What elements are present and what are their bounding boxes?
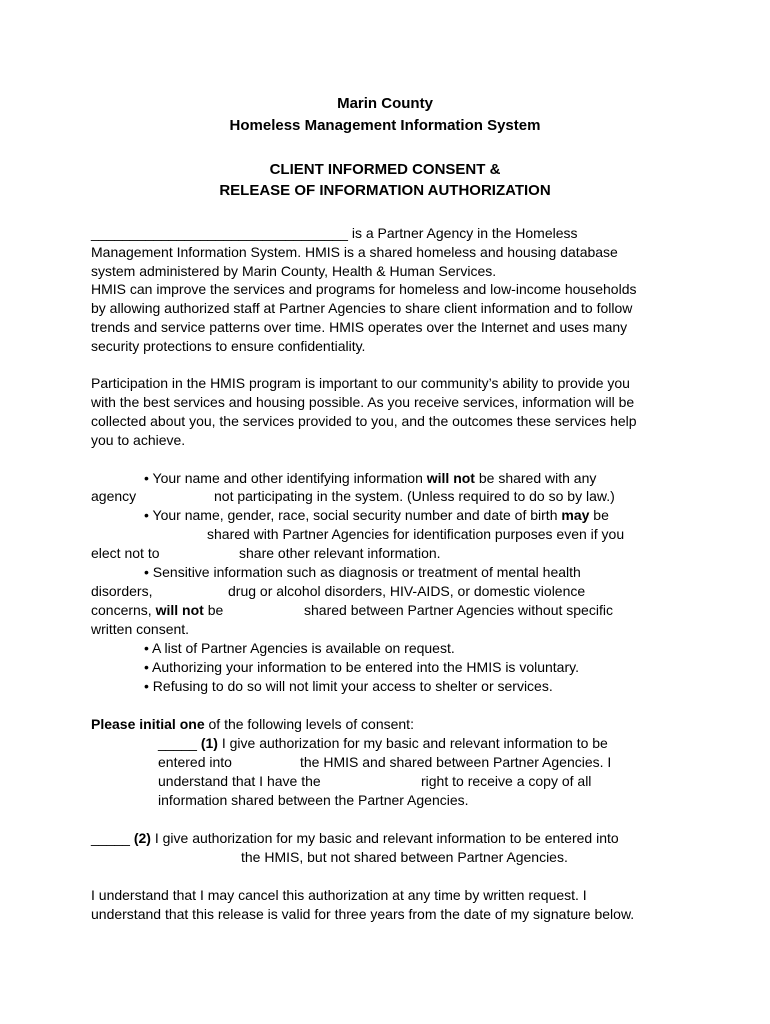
participation-line: Participation in the HMIS program is important to our community’s ability to provide you: [91, 375, 630, 391]
participation-line: with the best services and housing possible. As you receive services, information will be: [91, 394, 635, 410]
bullet-line: drug or alcohol disorders, HIV-AIDS, or domestic violence: [228, 583, 586, 599]
participation-line: you to achieve.: [91, 432, 186, 448]
consent-option-line: information shared between the Partner Agencies.: [158, 792, 469, 808]
bullet-line: agency: [91, 488, 137, 504]
bullet-line: not participating in the system. (Unless required to do so by law.): [214, 488, 615, 504]
bullet-line: shared between Partner Agencies without specific: [304, 602, 613, 618]
consent-option-2[interactable]: _____ (2) I give authorization for my basic and relevant information to be entered into: [91, 830, 619, 846]
intro-line: by allowing authorized staff at Partner Agencies to share client information and to follow: [91, 300, 633, 316]
bullet-sensitive-info: • Sensitive information such as diagnosis or treatment of mental health: [144, 564, 581, 580]
bullet-demographics: • Your name, gender, race, social security number and date of birth may be: [144, 507, 609, 523]
consent-option-1[interactable]: _____ (1) I give authorization for my basic and relevant information to be: [158, 735, 608, 751]
intro-line: HMIS can improve the services and programs for homeless and low-income households: [91, 281, 637, 297]
intro-line: _________________________________ is a Partner Agency in the Homeless: [91, 225, 578, 241]
intro-line: system administered by Marin County, Health & Human Services.: [91, 263, 497, 279]
participation-line: collected about you, the services provided to you, and the outcomes these services help: [91, 413, 637, 429]
intro-line: trends and service patterns over time. HMIS operates over the Internet and uses many: [91, 319, 628, 335]
initial-blank-2[interactable]: _____: [91, 830, 134, 846]
consent-heading: Please initial one of the following levels of consent:: [91, 716, 414, 732]
bullet-line: written consent.: [91, 621, 190, 637]
closing-line: understand that this release is valid for three years from the date of my signature below.: [91, 906, 635, 922]
intro-line: Management Information System. HMIS is a shared homeless and housing database: [91, 244, 618, 260]
consent-option-line: understand that I have the: [158, 773, 321, 789]
consent-option-line: the HMIS, but not shared between Partner Agencies.: [241, 849, 568, 865]
bullet-line: elect not to: [91, 545, 160, 561]
consent-option-line: entered into: [158, 754, 232, 770]
intro-line: security protections to ensure confidentiality.: [91, 338, 366, 354]
document-title-line-2: RELEASE OF INFORMATION AUTHORIZATION: [219, 182, 551, 199]
initial-blank-1[interactable]: _____: [158, 735, 201, 751]
consent-option-line: the HMIS and shared between Partner Agencies. I: [300, 754, 612, 770]
bullet-identifying-info: • Your name and other identifying information will not be shared with any: [144, 470, 597, 486]
bullet-line: disorders,: [91, 583, 153, 599]
bullet-voluntary: • Authorizing your information to be entered into the HMIS is voluntary.: [144, 659, 579, 675]
county-heading: Marin County: [337, 95, 433, 112]
closing-line: I understand that I may cancel this authorization at any time by written request. I: [91, 887, 587, 903]
bullet-line: concerns, will not be: [91, 602, 224, 618]
bullet-line: share other relevant information.: [239, 545, 441, 561]
bullet-line: shared with Partner Agencies for identification purposes even if you: [207, 526, 625, 542]
consent-option-line: right to receive a copy of all: [421, 773, 592, 789]
bullet-no-limit: • Refusing to do so will not limit your access to shelter or services.: [144, 678, 553, 694]
system-heading: Homeless Management Information System: [229, 117, 541, 134]
bullet-partner-list: • A list of Partner Agencies is available on request.: [144, 640, 455, 656]
document-title-line-1: CLIENT INFORMED CONSENT &: [269, 161, 501, 178]
